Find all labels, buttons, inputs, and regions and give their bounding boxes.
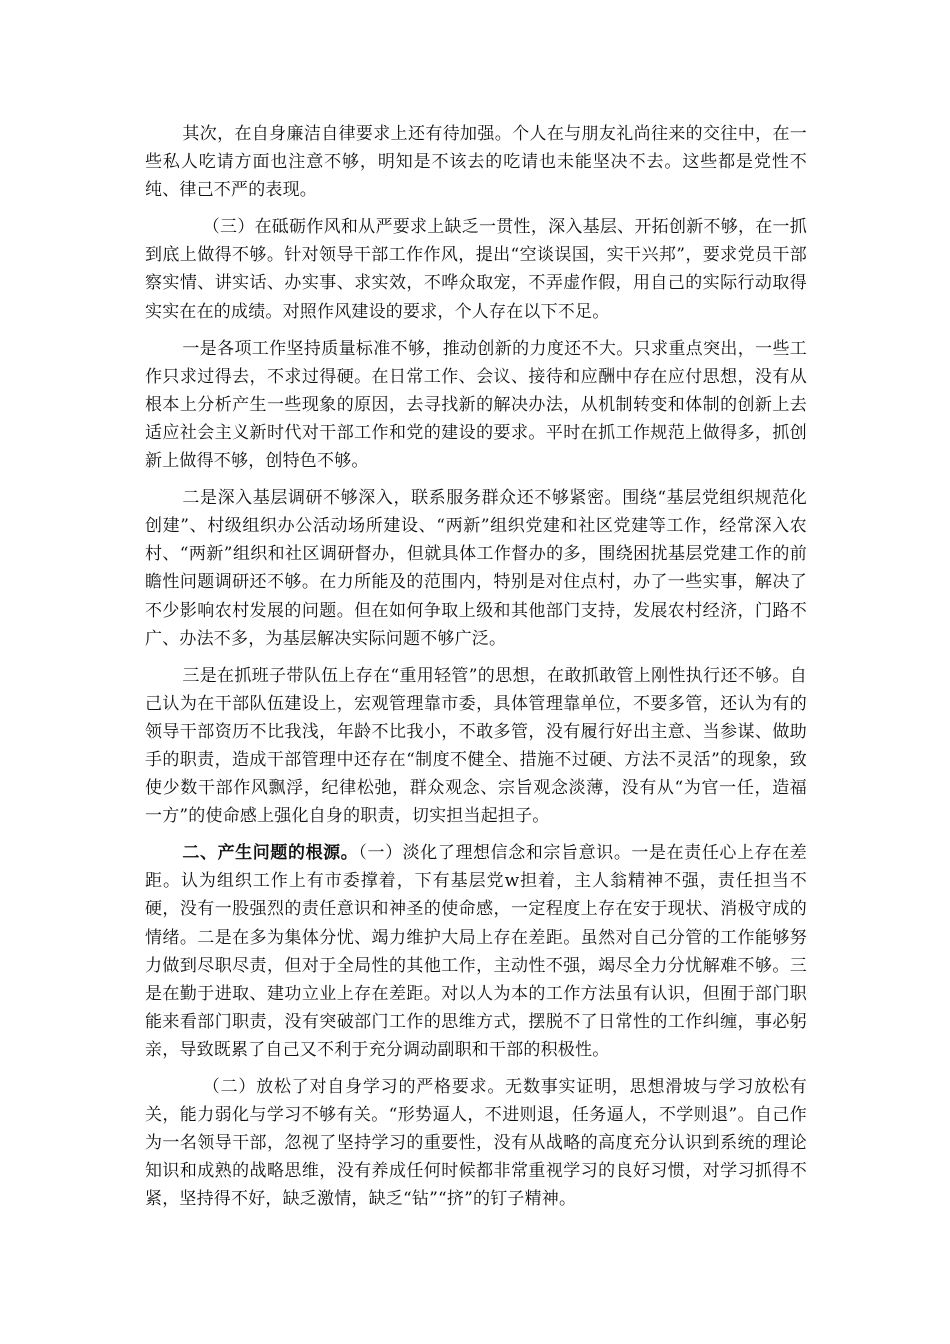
paragraph-quality-standards bbox=[145, 335, 807, 475]
document-page bbox=[145, 120, 807, 1222]
section-heading: 二、产生问题的根源。 bbox=[182, 843, 359, 864]
paragraph-study-requirements bbox=[145, 1073, 807, 1213]
paragraph-text: （二）放松了对自身学习的严格要求。无数事实证明，思想滑坡与学习放松有关，能力弱化与学习不够有关。“形势逼人，不进则退，任务逼人，不学则退”。自己作为一名领导干部，忽视了坚持学习的重要性，没有从战略的高度充分认识到系统的理论知识和成熟的战略思维，没有养成任何时候都非常重视学习的良好习惯，对学习抓得不紧，坚持得不好，缺乏激情，缺乏“钻”“挤”的钉子精神。 bbox=[145, 1077, 807, 1210]
paragraph-team-management bbox=[145, 662, 807, 831]
paragraph-text: 其次，在自身廉洁自律要求上还有待加强。个人在与朋友礼尚往来的交往中，在一些私人吃请方面也注意不够，明知是不该去的吃请也未能坚决不去。这些都是党性不纯、律己不严的表现。 bbox=[145, 124, 807, 201]
paragraph-text: （三）在砥砺作风和从严要求上缺乏一贯性，深入基层、开拓创新不够，在一抓到底上做得不够。针对领导干部工作作风，提出“空谈误国，实干兴邦”，要求党员干部察实情、讲实话、办实事、求实效，不哗众取宠，不弄虚作假，用自己的实际行动取得实实在在的成绩。对照作风建设的要求，个人存在以下不足。 bbox=[145, 217, 807, 322]
paragraph-work-style bbox=[145, 213, 807, 325]
paragraph-root-causes bbox=[145, 839, 807, 1064]
paragraph-text: （一）淡化了理想信念和宗旨意识。一是在责任心上存在差距。认为组织工作上有市委撑着，下有基层党w担着，主人翁精神不强，责任担当不硬，没有一股强烈的责任意识和神圣的使命感，一定程度上存在安于现状、消极守成的情绪。二是在多为集体分忧、竭力维护大局上存在差距。虽然对自己分管的工作能够努力做到尽职尽责，但对于全局性的其他工作，主动性不强，竭尽全力分忧解难不够。三是在勤于进取、建功立业上存在差距。对以人为本的工作方法虽有认识，但囿于部门职能来看部门职责，没有突破部门工作的思维方式，摆脱不了日常性的工作纠缠，事必躬亲，导致既累了自己又不利于充分调动副职和干部的积极性。 bbox=[145, 843, 808, 1060]
paragraph-text: 二是深入基层调研不够深入，联系服务群众还不够紧密。围绕“基层党组织规范化创建”、村级组织办公活动场所建设、“两新”组织党建和社区党建等工作，经常深入农村、“两新”组织和社区调研督办，但就具体工作督办的多，围绕困扰基层党建工作的前瞻性问题调研还不够。在力所能及的范围内，特别是对住点村，办了一些实事，解决了不少影响农村发展的问题。但在如何争取上级和其他部门支持，发展农村经济，门路不广、办法不多，为基层解决实际问题不够广泛。 bbox=[145, 488, 807, 649]
paragraph-text: 三是在抓班子带队伍上存在“重用轻管”的思想，在敢抓敢管上刚性执行还不够。自己认为在干部队伍建设上，宏观管理靠市委，具体管理靠单位，不要多管，还认为有的领导干部资历不比我浅，年龄不比我小，不敢多管，没有履行好出主意、当参谋、做助手的职责，造成干部管理中还存在“制度不健全、措施不过硬、方法不灵活”的现象，致使少数干部作风飘浮，纪律松弛，群众观念、宗旨观念淡薄，没有从“为官一任，造福一方”的使命感上强化自身的职责，切实担当起担子。 bbox=[145, 665, 807, 827]
paragraph-text: 一是各项工作坚持质量标准不够，推动创新的力度还不大。只求重点突出，一些工作只求过得去，不求过得硬。在日常工作、会议、接待和应酬中存在应付思想，没有从根本上分析产生一些现象的原因，去寻找新的解决办法，从机制转变和体制的创新上去适应社会主义新时代对干部工作和党的建设的要求。平时在抓工作规范上做得多，抓创新上做得不够，创特色不够。 bbox=[145, 338, 807, 472]
paragraph-grassroots-research bbox=[145, 484, 807, 653]
paragraph-self-discipline bbox=[145, 120, 807, 204]
